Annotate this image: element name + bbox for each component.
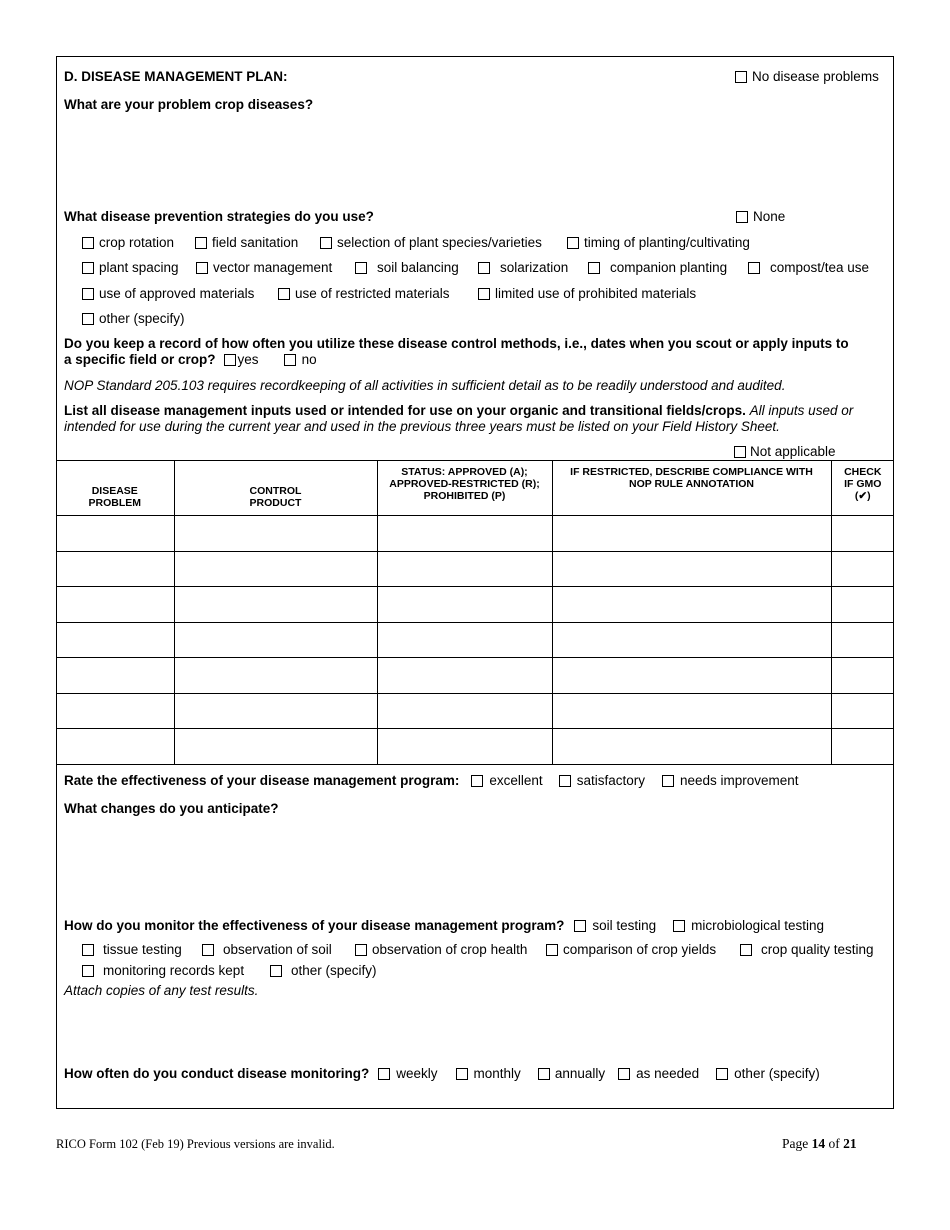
monitor-checkbox[interactable] (673, 920, 685, 932)
problem-diseases-answer-area[interactable] (64, 118, 884, 198)
nop-note: NOP Standard 205.103 requires recordkeeping of all activities in sufficient detail as to be readily understood and audited. (64, 378, 786, 393)
table-row (56, 729, 894, 765)
monitor-checkbox[interactable] (270, 965, 282, 977)
strategy-option[interactable]: vector management (196, 260, 332, 275)
record-question-line1: Do you keep a record of how often you utilize these disease control methods, i.e., dates when you scout or apply inputs to (64, 336, 849, 351)
strategy-checkbox[interactable] (82, 288, 94, 300)
no-disease-problems-checkbox[interactable] (735, 71, 747, 83)
strategy-checkbox[interactable] (195, 237, 207, 249)
col-header-restricted-compliance: IF RESTRICTED, DESCRIBE COMPLIANCE WITH NOP RULE ANNOTATION (552, 461, 831, 516)
table-cell[interactable] (377, 693, 552, 729)
record-question-line2: a specific field or crop? (64, 352, 216, 367)
changes-question: What changes do you anticipate? (64, 801, 279, 816)
rate-checkbox[interactable] (662, 775, 674, 787)
table-cell[interactable] (377, 622, 552, 658)
no-disease-problems-option[interactable]: No disease problems (735, 69, 879, 84)
table-cell[interactable] (56, 622, 174, 658)
strategy-option[interactable]: crop rotation (82, 235, 174, 250)
strategy-checkbox[interactable] (196, 262, 208, 274)
frequency-option[interactable]: monthly (456, 1066, 521, 1081)
section-title: D. DISEASE MANAGEMENT PLAN: (64, 69, 288, 84)
col-header-disease-problem: DISEASE PROBLEM (56, 461, 174, 516)
table-cell[interactable] (831, 658, 894, 694)
rate-option[interactable]: satisfactory (559, 773, 645, 788)
strategy-option[interactable]: limited use of prohibited materials (478, 286, 696, 301)
frequency-checkbox[interactable] (538, 1068, 550, 1080)
strategy-checkbox[interactable] (748, 262, 760, 274)
rate-checkbox[interactable] (559, 775, 571, 787)
table-cell[interactable] (174, 516, 377, 552)
record-no-checkbox[interactable] (284, 354, 296, 366)
strategy-option[interactable]: solarization (478, 260, 568, 275)
strategy-option[interactable]: plant spacing (82, 260, 179, 275)
table-row (56, 622, 894, 658)
strategy-option[interactable]: use of restricted materials (278, 286, 450, 301)
table-cell[interactable] (831, 729, 894, 765)
table-cell[interactable] (831, 693, 894, 729)
table-row (56, 587, 894, 623)
table-header-row (56, 461, 894, 516)
inputs-table (56, 460, 894, 765)
strategy-option[interactable]: compost/tea use (748, 260, 869, 275)
inputs-table-body (56, 516, 894, 765)
monitor-option[interactable]: other (specify) (270, 963, 377, 978)
table-cell[interactable] (174, 587, 377, 623)
strategy-checkbox[interactable] (355, 262, 367, 274)
monitor-option[interactable]: observation of soil (202, 942, 332, 957)
table-cell[interactable] (831, 551, 894, 587)
record-question-line2-row (64, 352, 317, 367)
table-cell[interactable] (56, 587, 174, 623)
table-cell[interactable] (174, 551, 377, 587)
monitor-checkbox[interactable] (574, 920, 586, 932)
prevention-question: What disease prevention strategies do you use? (64, 209, 374, 224)
table-cell[interactable] (552, 729, 831, 765)
record-yes-option[interactable]: yes (224, 352, 259, 367)
table-cell[interactable] (56, 551, 174, 587)
strategy-checkbox[interactable] (278, 288, 290, 300)
rate-checkbox[interactable] (471, 775, 483, 787)
strategy-option[interactable]: selection of plant species/varieties (320, 235, 542, 250)
strategy-option[interactable]: companion planting (588, 260, 727, 275)
changes-answer-area[interactable] (64, 822, 884, 907)
strategy-option[interactable]: use of approved materials (82, 286, 254, 301)
rate-row (64, 773, 799, 788)
monitor-checkbox[interactable] (202, 944, 214, 956)
table-cell[interactable] (56, 729, 174, 765)
table-cell[interactable] (552, 516, 831, 552)
page-number: Page 14 of 21 (782, 1136, 857, 1151)
table-cell[interactable] (831, 516, 894, 552)
table-cell[interactable] (377, 516, 552, 552)
strategy-checkbox[interactable] (82, 237, 94, 249)
monitor-checkbox[interactable] (82, 944, 94, 956)
strategy-option-other[interactable]: other (specify) (82, 311, 185, 326)
not-applicable-checkbox[interactable] (734, 446, 746, 458)
table-cell[interactable] (377, 729, 552, 765)
monitor-option[interactable]: monitoring records kept (82, 963, 244, 978)
table-cell[interactable] (56, 693, 174, 729)
monitor-checkbox[interactable] (82, 965, 94, 977)
monitor-option[interactable]: observation of crop health (355, 942, 527, 957)
table-cell[interactable] (56, 516, 174, 552)
table-row (56, 516, 894, 552)
table-cell[interactable] (174, 658, 377, 694)
prevention-none-option[interactable]: None (736, 209, 785, 224)
monitor-option[interactable]: soil testing (574, 918, 656, 933)
frequency-checkbox[interactable] (716, 1068, 728, 1080)
monitor-option[interactable]: crop quality testing (740, 942, 874, 957)
col-header-status: STATUS: APPROVED (A); APPROVED-RESTRICTED (R); PROHIBITED (P) (377, 461, 552, 516)
record-no-option[interactable]: no (284, 352, 317, 367)
problem-diseases-question: What are your problem crop diseases? (64, 97, 314, 112)
col-header-check-gmo: CHECK IF GMO (✔) (831, 461, 894, 516)
frequency-option[interactable]: other (specify) (716, 1066, 820, 1081)
rate-option[interactable]: excellent (471, 773, 542, 788)
table-row (56, 551, 894, 587)
table-cell[interactable] (377, 658, 552, 694)
monitor-option[interactable]: microbiological testing (673, 918, 824, 933)
table-cell[interactable] (552, 658, 831, 694)
table-cell[interactable] (552, 551, 831, 587)
rate-option[interactable]: needs improvement (662, 773, 799, 788)
table-cell[interactable] (174, 622, 377, 658)
frequency-option[interactable]: weekly (378, 1066, 437, 1081)
list-inputs-line1: List all disease management inputs used or intended for use on your organic and transitional fields/crops. All inputs used or (64, 403, 854, 418)
strategy-checkbox[interactable] (320, 237, 332, 249)
list-inputs-line2: intended for use during the current year and used in the previous three years must be listed on your Field History Sheet. (64, 419, 780, 434)
table-cell[interactable] (831, 587, 894, 623)
attach-note: Attach copies of any test results. (64, 983, 259, 998)
strategy-checkbox[interactable] (478, 288, 490, 300)
monitor-question: How do you monitor the effectiveness of your disease management program? (64, 918, 565, 933)
table-row (56, 693, 894, 729)
strategy-option[interactable]: field sanitation (195, 235, 298, 250)
prevention-none-checkbox[interactable] (736, 211, 748, 223)
monitor-row (64, 918, 824, 933)
table-cell[interactable] (552, 622, 831, 658)
frequency-option[interactable]: annually (538, 1066, 605, 1081)
frequency-option[interactable]: as needed (618, 1066, 699, 1081)
rate-question: Rate the effectiveness of your disease management program: (64, 773, 460, 788)
table-cell[interactable] (56, 658, 174, 694)
not-applicable-option[interactable]: Not applicable (734, 444, 836, 459)
col-header-control-product: CONTROL PRODUCT (174, 461, 377, 516)
table-cell[interactable] (831, 622, 894, 658)
strategy-checkbox[interactable] (82, 313, 94, 325)
frequency-checkbox[interactable] (456, 1068, 468, 1080)
frequency-checkbox[interactable] (618, 1068, 630, 1080)
frequency-question: How often do you conduct disease monitoring? (64, 1066, 370, 1081)
table-cell[interactable] (552, 587, 831, 623)
table-row (56, 658, 894, 694)
record-yes-checkbox[interactable] (224, 354, 236, 366)
table-cell[interactable] (174, 729, 377, 765)
frequency-checkbox[interactable] (378, 1068, 390, 1080)
monitor-checkbox[interactable] (740, 944, 752, 956)
monitor-option[interactable]: tissue testing (82, 942, 182, 957)
monitor-checkbox[interactable] (355, 944, 367, 956)
monitor-checkbox[interactable] (546, 944, 558, 956)
form-id-footer: RICO Form 102 (Feb 19) Previous versions are invalid. (56, 1137, 335, 1151)
monitor-option[interactable]: comparison of crop yields (546, 942, 716, 957)
strategy-checkbox[interactable] (82, 262, 94, 274)
strategy-checkbox[interactable] (588, 262, 600, 274)
strategy-option[interactable]: timing of planting/cultivating (567, 235, 750, 250)
table-cell[interactable] (377, 587, 552, 623)
frequency-row (64, 1066, 820, 1081)
table-cell[interactable] (174, 693, 377, 729)
table-cell[interactable] (552, 693, 831, 729)
strategy-checkbox[interactable] (478, 262, 490, 274)
strategy-option[interactable]: soil balancing (355, 260, 459, 275)
table-cell[interactable] (377, 551, 552, 587)
strategy-checkbox[interactable] (567, 237, 579, 249)
